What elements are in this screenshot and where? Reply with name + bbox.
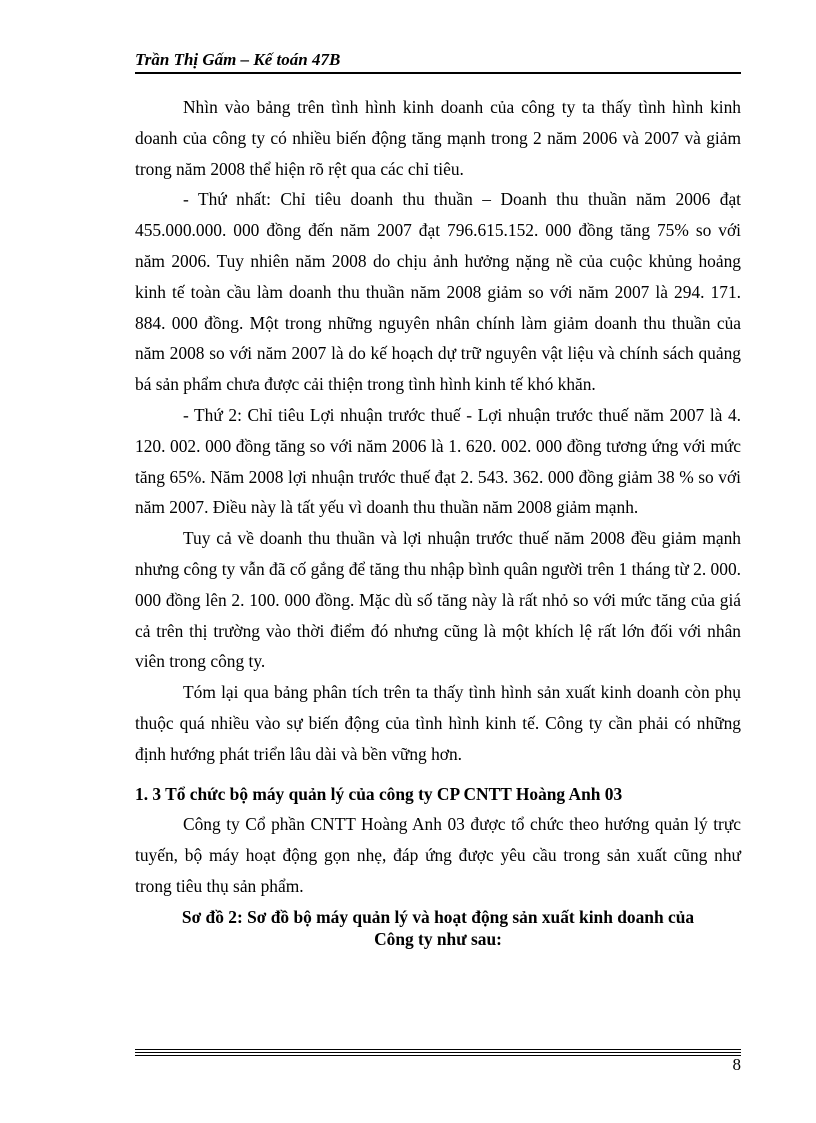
footer-rule [135, 1055, 741, 1056]
footer-rule [135, 1049, 741, 1050]
page-number: 8 [732, 1055, 741, 1074]
paragraph-organization: Công ty Cổ phần CNTT Hoàng Anh 03 được tổ chức theo hướng quản lý trực tuyến, bộ máy hoạt động gọn nhẹ, đáp ứng được yêu cầu trong sản xuất cũng như trong tiêu thụ sản phẩm. [135, 814, 741, 896]
header-rule [135, 72, 741, 74]
paragraph-income: Tuy cả về doanh thu thuần và lợi nhuận trước thuế năm 2008 đều giảm mạnh nhưng công ty vẫn đã cố gắng để tăng thu nhập bình quân người trên 1 tháng từ 2. 000. 000 đồng lên 2. 100. 000 đồng. Mặc dù số tăng này là rất nhỏ so với mức tăng của giá cả trên thị trường vào thời điểm đó nhưng cũng là một khích lệ rất lớn đối với nhân viên trong công ty. [135, 528, 741, 672]
paragraph-conclusion: Tóm lại qua bảng phân tích trên ta thấy tình hình sản xuất kinh doanh còn phụ thuộc quá nhiều vào sự biến động của tình hình kinh tế. Công ty cần phải có những định hướng phát triển lâu dài và bền vững hơn. [135, 682, 741, 764]
section-heading: 1. 3 Tổ chức bộ máy quản lý của công ty CP CNTT Hoàng Anh 03 [135, 783, 623, 804]
paragraph-revenue: - Thứ nhất: Chỉ tiêu doanh thu thuần – Doanh thu thuần năm 2006 đạt 455.000.000. 000 đồng đến năm 2007 đạt 796.615.152. 000 đồng tăng 75% so với năm 2006. Tuy nhiên năm 2008 do chịu ảnh hưởng nặng nề của cuộc khủng hoảng kinh tế toàn cầu làm doanh thu thuần năm 2008 giảm so với năm 2007 là 294. 171. 884. 000 đồng. Một trong những nguyên nhân chính làm giảm doanh thu thuần của năm 2008 so với năm 2007 là do kế hoạch dự trữ nguyên vật liệu và chính sách quảng bá sản phẩm chưa được cải thiện trong tình hình kinh tế khó khăn. [135, 189, 741, 395]
paragraph-overview: Nhìn vào bảng trên tình hình kinh doanh của công ty ta thấy tình hình kinh doanh của công ty có nhiều biến động tăng mạnh trong 2 năm 2006 và 2007 và giảm trong năm 2008 thể hiện rõ rệt qua các chỉ tiêu. [135, 97, 741, 179]
paragraph-profit: - Thứ 2: Chỉ tiêu Lợi nhuận trước thuế - Lợi nhuận trước thuế năm 2007 là 4. 120. 002. 000 đồng tăng so với năm 2006 là 1. 620. 002. 000 đồng tương ứng với mức tăng 65%. Năm 2008 lợi nhuận trước thuế đạt 2. 543. 362. 000 đồng giảm 38 % so với năm 2007. Điều này là tất yếu vì doanh thu thuần năm 2008 giảm mạnh. [135, 404, 741, 518]
header-title: Trần Thị Gấm – Kế toán 47B [135, 50, 341, 69]
diagram-caption-line1: Sơ đồ 2: Sơ đồ bộ máy quản lý và hoạt động sản xuất kinh doanh của [181, 906, 695, 927]
document-body [135, 92, 741, 950]
page-header [135, 49, 741, 73]
footer-rule [135, 1052, 741, 1053]
diagram-caption [135, 906, 741, 950]
diagram-caption-line2: Công ty như sau: [374, 928, 502, 949]
